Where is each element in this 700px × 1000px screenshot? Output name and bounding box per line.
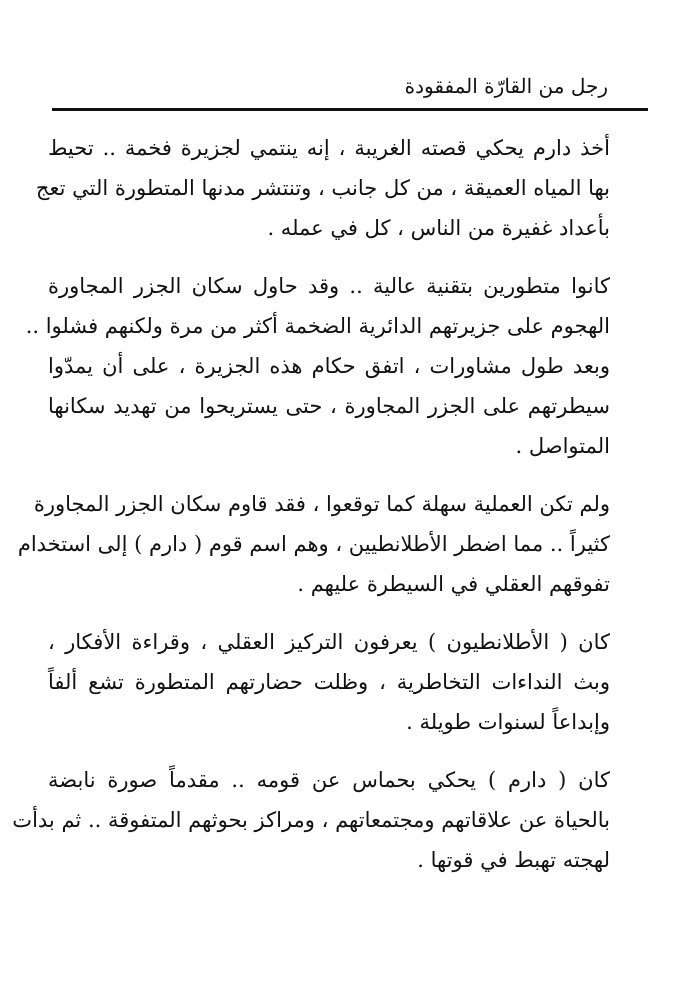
text-line: كانوا متطورين بتقنية عالية .. وقد حاول سكان الجزر المجاورة xyxy=(48,274,610,298)
text-line: كان ( الأطلانطيون ) يعرفون التركيز العقلي ، وقراءة الأفكار ، xyxy=(48,630,610,654)
text-line: وبعد طول مشاورات ، اتفق حكام هذه الجزيرة ، على أن يمدّوا xyxy=(48,354,610,378)
text-line: المتواصل . xyxy=(515,434,610,458)
text-line: كان ( دارم ) يحكي بحماس عن قومه .. مقدماً صورة نابضة xyxy=(48,768,610,792)
text-line: بها المياه العميقة ، من كل جانب ، وتنتشر مدنها المتطورة التي تعج xyxy=(35,176,610,200)
paragraph-4 xyxy=(48,622,610,742)
text-line: ولم تكن العملية سهلة كما توقعوا ، فقد قاوم سكان الجزر المجاورة xyxy=(33,492,610,516)
text-line: تفوقهم العقلي في السيطرة عليهم . xyxy=(297,572,610,596)
text-line: وبث النداءات التخاطرية ، وظلت حضارتهم المتطورة تشع ألفاً xyxy=(48,670,610,694)
text-line: الهجوم على جزيرتهم الدائرية الضخمة أكثر من مرة ولكنهم فشلوا .. xyxy=(25,314,610,338)
text-line: وإبداعاً لسنوات طويلة . xyxy=(406,710,610,734)
paragraph-1 xyxy=(35,128,610,248)
running-header-title: رجل من القارّة المفقودة xyxy=(404,74,608,98)
body-text xyxy=(12,128,610,898)
text-line: سيطرتهم على الجزر المجاورة ، حتى يستريحوا من تهديد سكانها xyxy=(48,394,610,418)
paragraph-3 xyxy=(17,484,610,604)
paragraph-2 xyxy=(25,266,610,466)
text-line: لهجته تهبط في قوتها . xyxy=(417,848,610,872)
text-line: بأعداد غفيرة من الناس ، كل في عمله . xyxy=(267,216,610,240)
text-line: كثيراً .. مما اضطر الأطلانطيين ، وهم اسم قوم ( دارم ) إلى استخدام xyxy=(17,532,610,556)
text-line: بالحياة عن علاقاتهم ومجتمعاتهم ، ومراكز بحوثهم المتفوقة .. ثم بدأت xyxy=(12,808,610,832)
paragraph-5 xyxy=(12,760,610,880)
header-rule xyxy=(52,108,648,111)
text-line: أخذ دارم يحكي قصته الغريبة ، إنه ينتمي لجزيرة فخمة .. تحيط xyxy=(48,136,610,160)
